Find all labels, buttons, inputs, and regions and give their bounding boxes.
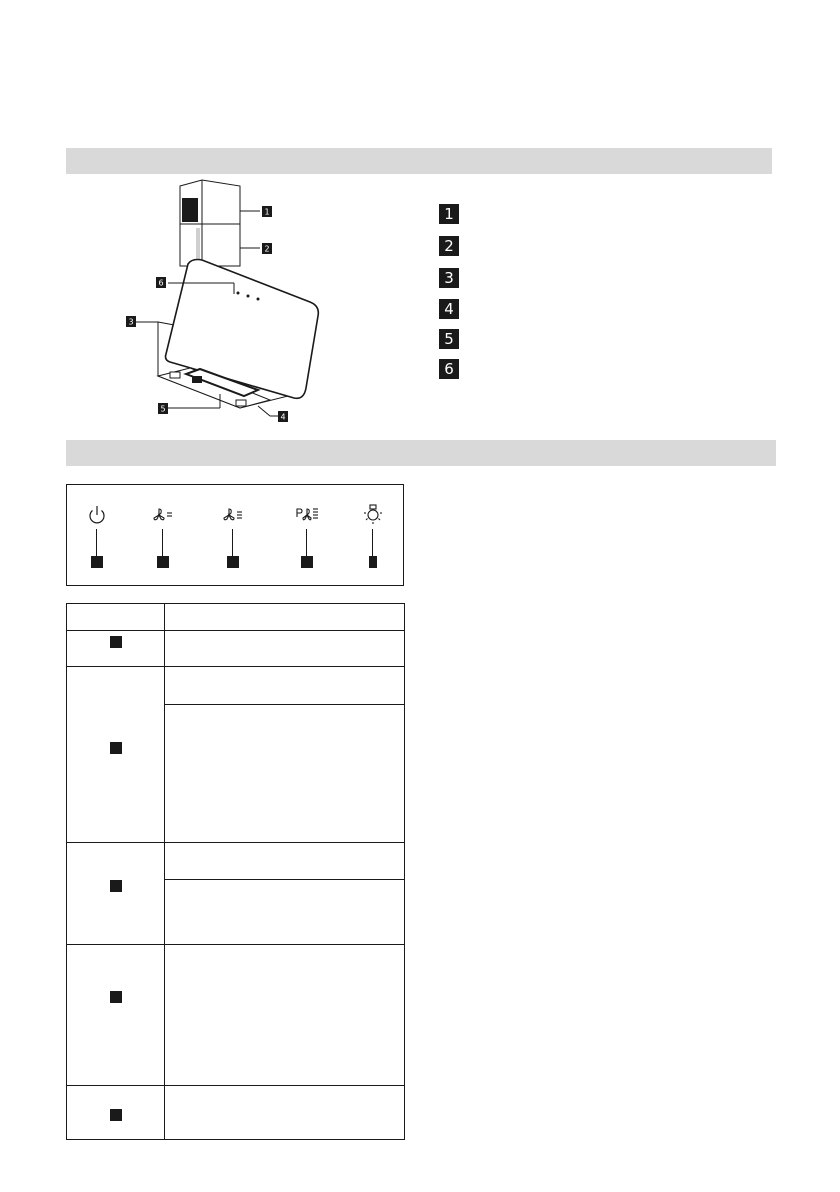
button-marker	[369, 556, 377, 568]
fan-speed-1-button	[143, 485, 183, 585]
connector-line	[162, 529, 163, 557]
table-row-marker	[110, 991, 122, 1003]
function-table	[66, 603, 405, 1140]
fan-speed-2-icon	[221, 503, 245, 527]
legend-item: 2	[439, 236, 459, 256]
row-divider	[164, 879, 404, 880]
row-divider	[164, 704, 404, 705]
fan-boost-button	[287, 485, 327, 585]
table-row-marker	[110, 880, 122, 892]
row-divider	[67, 842, 404, 843]
connector-line	[232, 529, 233, 557]
button-marker	[301, 556, 313, 568]
fan-speed-1-icon	[151, 503, 175, 527]
section-header-bar	[66, 440, 776, 466]
callout-6: 6	[158, 278, 164, 288]
control-panel-diagram	[66, 484, 404, 586]
fan-boost-icon	[295, 503, 319, 527]
connector-line	[96, 529, 97, 557]
table-row-marker	[110, 1109, 122, 1121]
cooker-hood-illustration	[110, 176, 320, 428]
power-icon	[85, 503, 109, 527]
table-row-marker	[110, 636, 122, 648]
legend-item: 5	[439, 329, 459, 349]
legend-item: 4	[439, 299, 459, 319]
column-divider	[164, 604, 165, 1139]
connector-line	[372, 529, 373, 557]
legend-item: 3	[439, 268, 459, 288]
fan-speed-2-button	[213, 485, 253, 585]
legend-item: 1	[439, 204, 459, 224]
section-header-bar	[66, 148, 772, 174]
callout-2: 2	[264, 244, 270, 254]
legend-item: 6	[439, 359, 459, 379]
row-divider	[67, 944, 404, 945]
callout-3: 3	[128, 317, 134, 327]
callout-5: 5	[160, 404, 166, 414]
row-divider	[67, 666, 404, 667]
callout-4: 4	[280, 412, 286, 422]
callout-1: 1	[264, 207, 270, 217]
table-row-marker	[110, 742, 122, 754]
power-button	[77, 485, 117, 585]
light-bulb-icon	[361, 503, 385, 527]
button-marker	[227, 556, 239, 568]
button-marker	[157, 556, 169, 568]
connector-line	[306, 529, 307, 557]
light-button	[353, 485, 393, 585]
row-divider	[67, 1085, 404, 1086]
row-divider	[67, 630, 404, 631]
button-marker	[91, 556, 103, 568]
